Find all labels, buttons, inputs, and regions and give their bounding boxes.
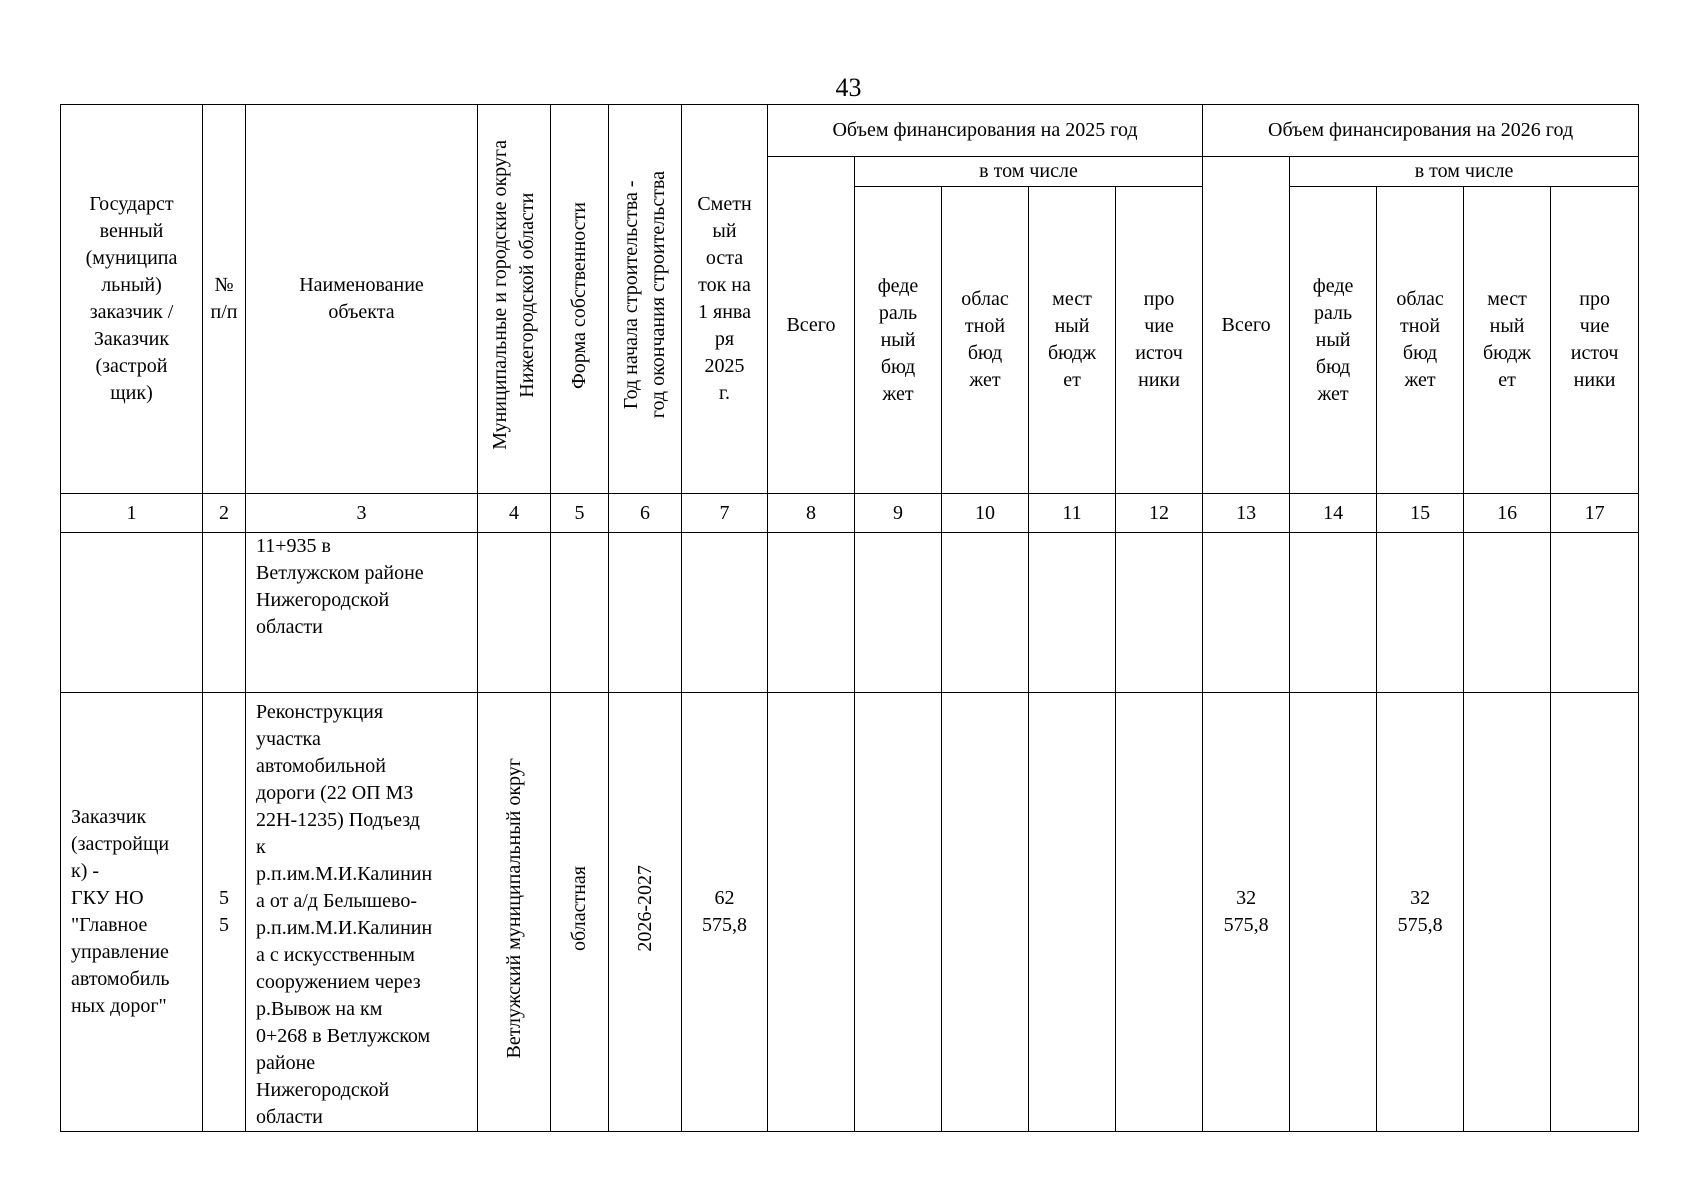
customer-cell: Заказчик (застройщи к) - ГКУ НО "Главное управление автомобиль ных дорог" — [61, 693, 203, 1132]
column-number: 10 — [942, 494, 1029, 533]
column-number: 6 — [609, 494, 682, 533]
header-local-2026: мест ный бюдж ет — [1464, 187, 1551, 494]
regional-2025-cell — [942, 693, 1029, 1132]
object-name-cell: Реконструкция участка автомобильной дороги (22 ОП МЗ 22Н-1235) Подъезд к р.п.им.М.И.Калинин а от а/д Белышево- р.п.им.М.И.Калинин а с искусственным сооружением через р.Вывож на км 0+268 в Ветлужском районе Нижегородской области — [246, 693, 478, 1132]
column-number: 16 — [1464, 494, 1551, 533]
local-2026-cell — [1464, 693, 1551, 1132]
ownership-text: областная — [568, 865, 590, 951]
municipality-cell — [478, 533, 551, 693]
column-number-row — [61, 494, 1639, 533]
header-regional-2026: облас тной бюд жет — [1377, 187, 1464, 494]
column-number: 11 — [1029, 494, 1116, 533]
financing-table — [60, 104, 1639, 1132]
local-2025-cell — [1029, 693, 1116, 1132]
other-2026-cell — [1551, 533, 1639, 693]
table-row — [61, 533, 1639, 693]
number-cell — [203, 533, 246, 693]
balance-cell: 62 575,8 — [682, 693, 768, 1132]
regional-2025-cell — [942, 533, 1029, 693]
federal-2025-cell — [855, 533, 942, 693]
balance-cell — [682, 533, 768, 693]
header-including-2025: в том числе — [855, 157, 1203, 187]
total-2026-cell — [1203, 533, 1290, 693]
column-number: 12 — [1116, 494, 1203, 533]
customer-cell — [61, 533, 203, 693]
header-municipality: Муниципальные и городские округа Нижегородской области — [489, 140, 538, 450]
header-regional-2025: облас тной бюд жет — [942, 187, 1029, 494]
header-years: Год начала строительства - год окончания строительства — [620, 171, 669, 419]
header-federal-2025: феде раль ный бюд жет — [855, 187, 942, 494]
header-years-cell — [609, 105, 682, 494]
federal-2026-cell — [1290, 533, 1377, 693]
table-row — [61, 693, 1639, 1132]
header-financing-2026: Объем финансирования на 2026 год — [1203, 105, 1639, 157]
column-number: 14 — [1290, 494, 1377, 533]
ownership-cell — [551, 533, 609, 693]
other-2025-cell — [1116, 693, 1203, 1132]
header-customer: Государст венный (муниципа льный) заказчик / Заказчик (застрой щик) — [61, 105, 203, 494]
local-2026-cell — [1464, 533, 1551, 693]
federal-2026-cell — [1290, 693, 1377, 1132]
header-including-2026: в том числе — [1290, 157, 1639, 187]
header-ownership: Форма собственности — [568, 201, 590, 389]
header-local-2025: мест ный бюдж ет — [1029, 187, 1116, 494]
federal-2025-cell — [855, 693, 942, 1132]
column-number: 3 — [246, 494, 478, 533]
column-number: 1 — [61, 494, 203, 533]
column-number: 13 — [1203, 494, 1290, 533]
years-cell — [609, 693, 682, 1132]
other-2026-cell — [1551, 693, 1639, 1132]
header-municipality-cell — [478, 105, 551, 494]
column-number: 17 — [1551, 494, 1639, 533]
header-other-2025: про чие источ ники — [1116, 187, 1203, 494]
header-object-name: Наименование объекта — [246, 105, 478, 494]
column-number: 4 — [478, 494, 551, 533]
header-total-2025: Всего — [768, 157, 855, 494]
total-2025-cell — [768, 533, 855, 693]
years-text: 2026-2027 — [633, 864, 656, 952]
column-number: 8 — [768, 494, 855, 533]
local-2025-cell — [1029, 533, 1116, 693]
header-number: № п/п — [203, 105, 246, 494]
column-number: 9 — [855, 494, 942, 533]
municipality-text: Ветлужский муниципальный округ — [502, 757, 525, 1059]
header-other-2026: про чие источ ники — [1551, 187, 1639, 494]
page-number: 43 — [835, 73, 862, 102]
total-2026-cell: 32 575,8 — [1203, 693, 1290, 1132]
header-total-2026: Всего — [1203, 157, 1290, 494]
header-ownership-cell — [551, 105, 609, 494]
number-cell: 5 5 — [203, 693, 246, 1132]
regional-2026-cell: 32 575,8 — [1377, 693, 1464, 1132]
ownership-cell — [551, 693, 609, 1132]
municipality-cell — [478, 693, 551, 1132]
header-federal-2026: феде раль ный бюд жет — [1290, 187, 1377, 494]
column-number: 15 — [1377, 494, 1464, 533]
total-2025-cell — [768, 693, 855, 1132]
regional-2026-cell — [1377, 533, 1464, 693]
column-number: 7 — [682, 494, 768, 533]
column-number: 5 — [551, 494, 609, 533]
other-2025-cell — [1116, 533, 1203, 693]
column-number: 2 — [203, 494, 246, 533]
object-name-cell: 11+935 в Ветлужском районе Нижегородской области — [246, 533, 478, 693]
years-cell — [609, 533, 682, 693]
header-balance: Сметн ый оста ток на 1 янва ря 2025 г. — [682, 105, 768, 494]
header-financing-2025: Объем финансирования на 2025 год — [768, 105, 1203, 157]
